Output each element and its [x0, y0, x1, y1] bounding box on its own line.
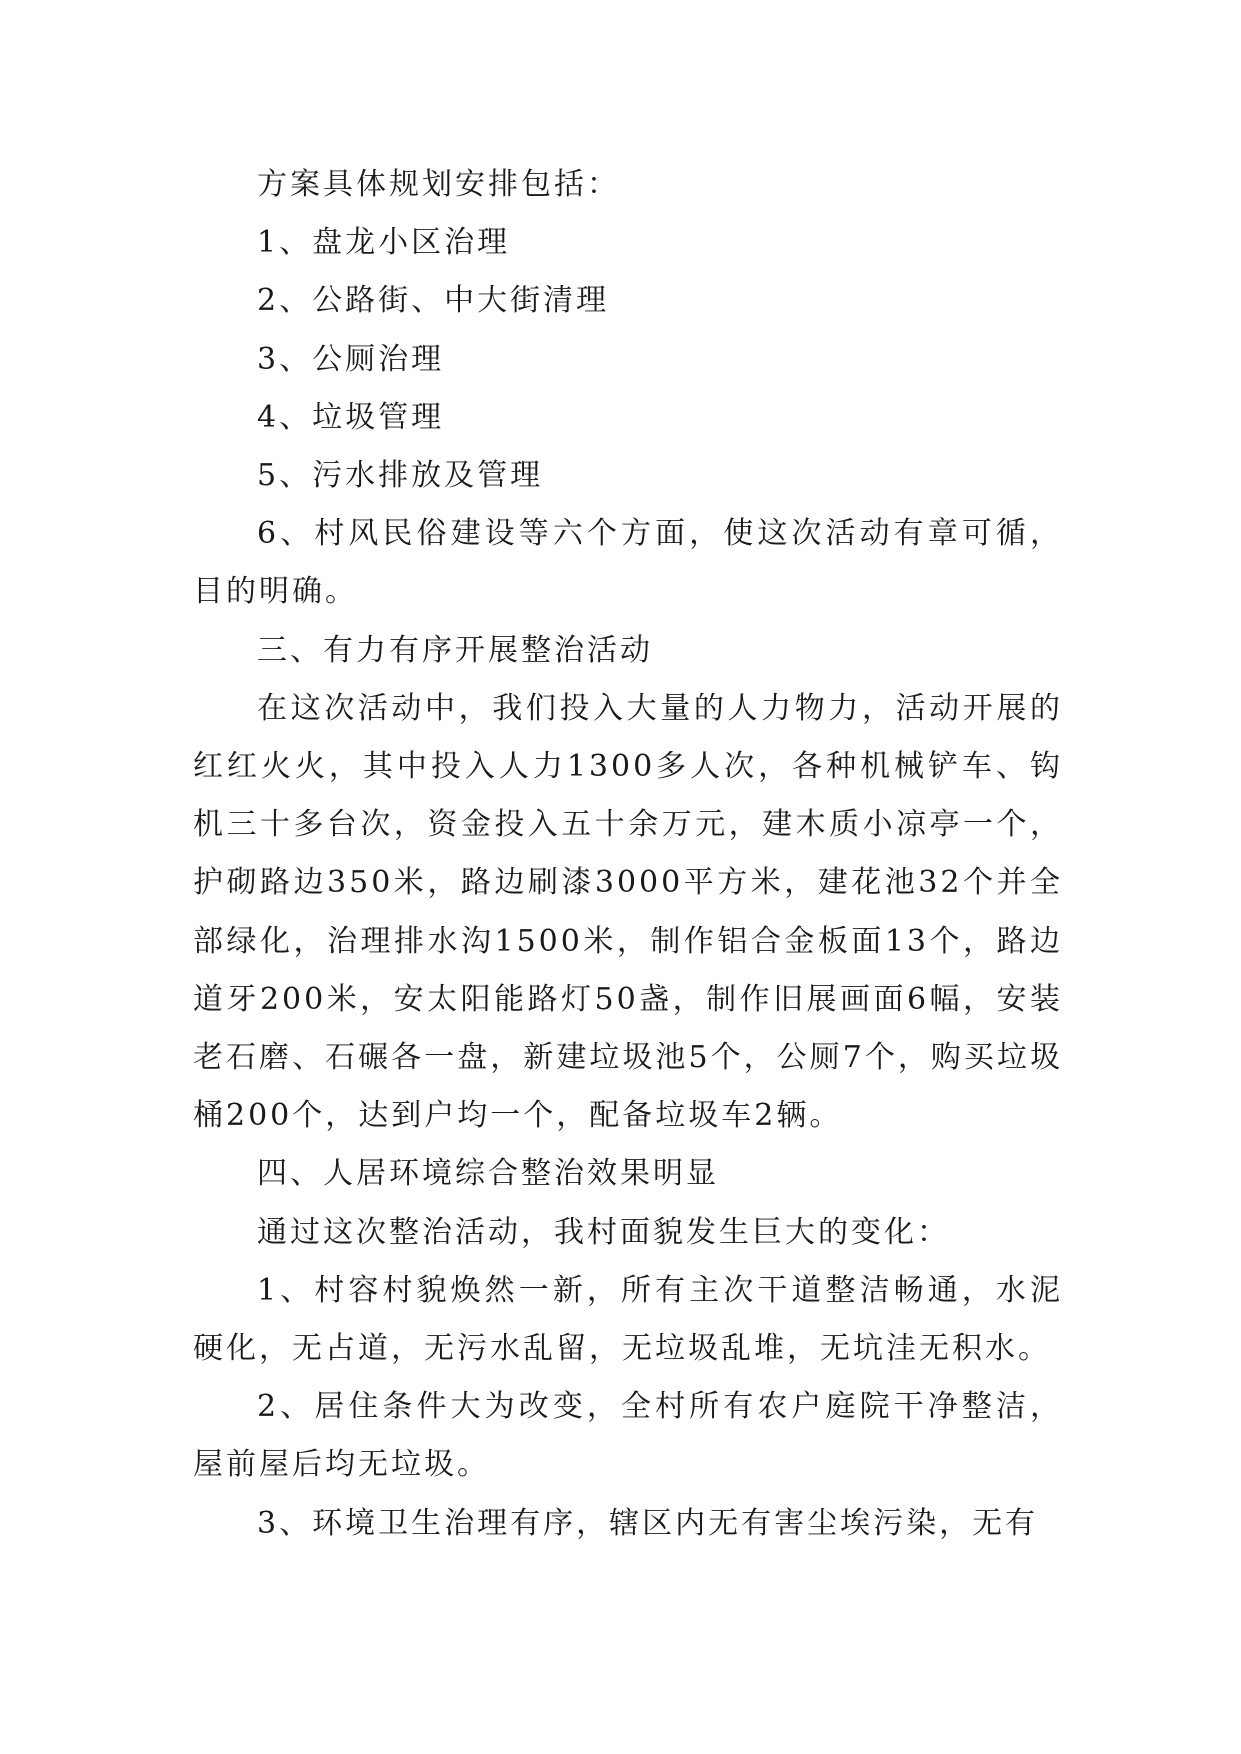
list-item: 6、村风民俗建设等六个方面，使这次活动有章可循，目的明确。 [193, 516, 1063, 610]
list-item: 1、盘龙小区治理 [257, 225, 511, 261]
section-heading: 四、人居环境综合整治效果明显 [257, 1156, 719, 1192]
document-body [193, 156, 1063, 1553]
list-item: 3、公厕治理 [257, 341, 445, 377]
list-item: 3、环境卫生治理有序，辖区内无有害尘埃污染，无有 [257, 1505, 1039, 1541]
list-item: 5、污水排放及管理 [257, 458, 544, 494]
body-paragraph: 在这次活动中，我们投入大量的人力物力，活动开展的红红火火，其中投入人力1300多人次，各种机械铲车、钩机三十多台次，资金投入五十余万元，建木质小凉亭一个，护砌路边350米，路边刷漆3000平方米，建花池32个并全部绿化，治理排水沟1500米，制作铝合金板面13个，路边道牙200米，安太阳能路灯50盏，制作旧展画面6幅，安装老石磨、石碾各一盘，新建垃圾池5个，公厕7个，购买垃圾桶200个，达到户均一个，配备垃圾车2辆。 [193, 690, 1063, 1134]
list-item: 1、村容村貌焕然一新，所有主次干道整洁畅通，水泥硬化，无占道，无污水乱留，无垃圾乱堆，无坑洼无积水。 [193, 1272, 1063, 1367]
list-item: 4、垃圾管理 [257, 399, 445, 435]
list-item: 2、公路街、中大街清理 [257, 283, 610, 319]
section-heading: 三、有力有序开展整治活动 [257, 632, 653, 668]
body-paragraph: 通过这次整治活动，我村面貌发生巨大的变化： [257, 1214, 950, 1250]
list-item: 2、居住条件大为改变，全村所有农户庭院干净整洁，屋前屋后均无垃圾。 [193, 1389, 1063, 1483]
intro-paragraph: 方案具体规划安排包括： [257, 167, 620, 202]
